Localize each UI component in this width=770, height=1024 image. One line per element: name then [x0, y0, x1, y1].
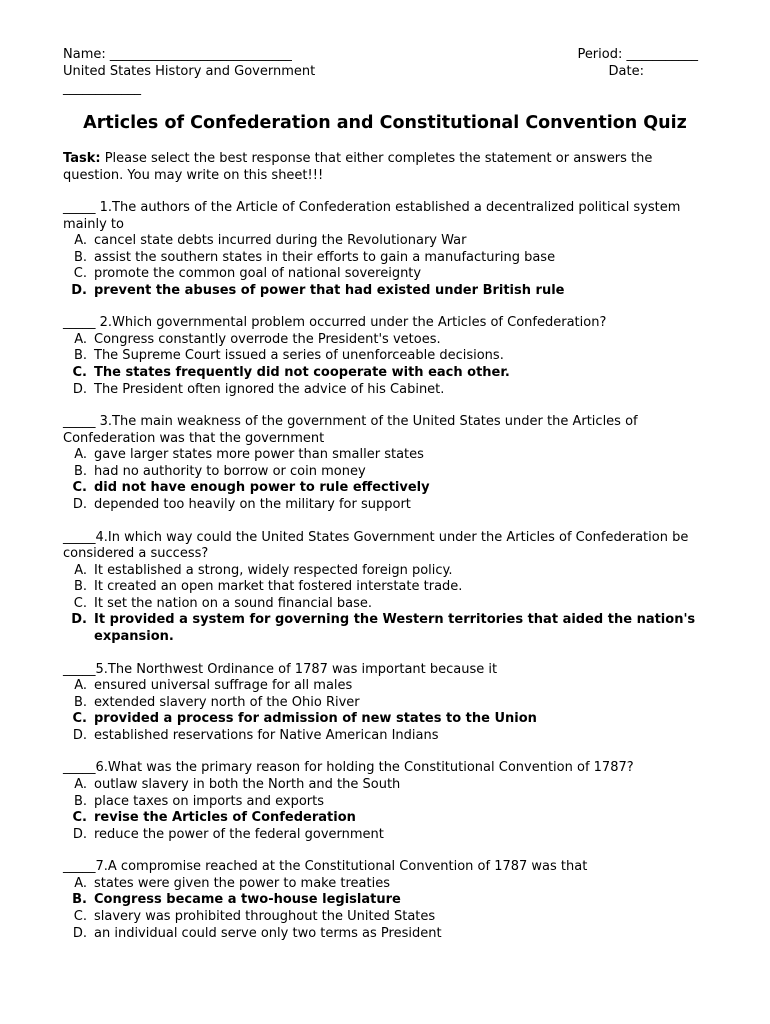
question-2 [63, 315, 703, 398]
option-letter: B. [73, 579, 87, 595]
task-instructions [63, 150, 703, 184]
answer-option-a [63, 876, 703, 893]
option-letter: B. [73, 694, 87, 710]
option-letter: D. [72, 727, 87, 743]
question-prompt: _____7.A compromise reached at the Constitutional Convention of 1787 was that [63, 859, 588, 875]
option-text: It created an open market that fostered interstate trade. [94, 579, 463, 595]
answer-option-a [63, 233, 703, 250]
question-prompt: _____ 2.Which governmental problem occurred under the Articles of Confederation? [63, 315, 607, 331]
option-text: ensured universal suffrage for all males [94, 678, 353, 694]
option-text: revise the Articles of Confederation [94, 810, 356, 826]
answer-options [63, 777, 703, 843]
answer-option-d [63, 728, 703, 745]
task-text: Please select the best response that either completes the statement or answers the question. You may write on this sheet!!! [63, 151, 653, 183]
answer-option-c [63, 596, 703, 613]
option-letter: C. [72, 711, 87, 727]
option-text: outlaw slavery in both the North and the South [94, 776, 401, 792]
date-blank: ____________ [63, 81, 141, 96]
option-text: It set the nation on a sound financial base. [94, 595, 373, 611]
option-text: established reservations for Native American Indians [94, 727, 439, 743]
question-4 [63, 530, 703, 646]
header-row-1 [63, 47, 698, 63]
option-letter: A. [74, 562, 87, 578]
answer-option-a [63, 563, 703, 580]
answer-option-d [63, 497, 703, 514]
answer-options [63, 332, 703, 398]
answer-option-c [63, 266, 703, 283]
answer-option-d [63, 382, 703, 399]
option-letter: C. [72, 480, 87, 496]
option-letter: A. [74, 447, 87, 463]
option-text: gave larger states more power than smaller states [94, 447, 424, 463]
option-letter: B. [73, 793, 87, 809]
option-letter: B. [72, 892, 87, 908]
option-letter: D. [72, 381, 87, 397]
option-text: states were given the power to make treaties [94, 875, 390, 891]
option-text: It established a strong, widely respected foreign policy. [94, 562, 453, 578]
answer-option-b [63, 892, 703, 909]
option-text: did not have enough power to rule effectively [94, 480, 430, 496]
question-prompt: _____5.The Northwest Ordinance of 1787 was important because it [63, 661, 498, 677]
option-letter: B. [73, 463, 87, 479]
answer-option-c [63, 365, 703, 382]
option-text: assist the southern states in their efforts to gain a manufacturing base [94, 249, 556, 265]
answer-option-d [63, 283, 703, 300]
question-7 [63, 859, 703, 942]
question-list [63, 200, 703, 958]
option-text: reduce the power of the federal government [94, 826, 384, 842]
name-field-label: Name: ____________________________ [63, 47, 292, 62]
answer-option-c [63, 810, 703, 827]
task-label: Task: [63, 151, 101, 166]
question-prompt: _____4.In which way could the United States Government under the Articles of Confederation be considered a success? [63, 529, 689, 562]
option-letter: D. [71, 282, 87, 298]
option-letter: C. [72, 810, 87, 826]
question-1 [63, 200, 703, 299]
answer-options [63, 678, 703, 744]
answer-option-a [63, 678, 703, 695]
option-text: cancel state debts incurred during the Revolutionary War [94, 233, 467, 248]
option-text: slavery was prohibited throughout the United States [94, 909, 436, 925]
question-6 [63, 760, 703, 843]
option-text: prevent the abuses of power that had existed under British rule [94, 282, 565, 298]
answer-options [63, 563, 703, 646]
option-letter: C. [73, 595, 87, 611]
option-letter: A. [74, 776, 87, 792]
option-text: Congress became a two-house legislature [94, 892, 401, 908]
option-letter: D. [72, 925, 87, 941]
option-text: provided a process for admission of new states to the Union [94, 711, 537, 727]
header-row-2 [63, 64, 698, 80]
answer-option-b [63, 794, 703, 811]
answer-options [63, 447, 703, 513]
answer-option-a [63, 447, 703, 464]
question-prompt: _____ 3.The main weakness of the government of the United States under the Articles of Confederation was that the government [63, 414, 638, 446]
answer-options [63, 233, 703, 299]
answer-option-d [63, 827, 703, 844]
page-title: Articles of Confederation and Constitutional Convention Quiz [83, 113, 687, 133]
question-5 [63, 662, 703, 745]
option-text: It provided a system for governing the Western territories that aided the nation's expansion. [94, 612, 696, 644]
option-text: place taxes on imports and exports [94, 793, 324, 809]
answer-option-c [63, 480, 703, 497]
answer-option-b [63, 695, 703, 712]
answer-option-b [63, 250, 703, 267]
answer-option-a [63, 332, 703, 349]
answer-options [63, 876, 703, 942]
answer-option-a [63, 777, 703, 794]
option-letter: A. [74, 875, 87, 891]
answer-option-b [63, 579, 703, 596]
option-letter: D. [71, 612, 87, 628]
option-text: had no authority to borrow or coin money [94, 463, 366, 479]
question-3 [63, 414, 703, 513]
option-letter: A. [74, 233, 87, 248]
option-text: promote the common goal of national sovereignty [94, 266, 422, 282]
answer-option-d [63, 612, 703, 645]
option-text: The states frequently did not cooperate with each other. [94, 365, 510, 381]
option-letter: C. [73, 266, 87, 282]
question-prompt: _____ 1.The authors of the Article of Confederation established a decentralized political system mainly to [63, 200, 681, 232]
option-text: depended too heavily on the military for support [94, 497, 411, 513]
period-field-label: Period: ___________ [577, 47, 698, 62]
option-letter: D. [72, 497, 87, 513]
course-name: United States History and Government [63, 64, 316, 79]
question-prompt: _____6.What was the primary reason for holding the Constitutional Convention of 1787? [63, 760, 634, 776]
option-letter: A. [74, 678, 87, 694]
date-field-label: Date: [608, 64, 644, 79]
option-text: an individual could serve only two terms as President [94, 925, 442, 941]
answer-option-c [63, 711, 703, 728]
option-text: The President often ignored the advice of his Cabinet. [94, 381, 445, 397]
option-letter: B. [73, 249, 87, 265]
option-letter: C. [72, 365, 87, 381]
option-letter: A. [74, 331, 87, 347]
option-text: extended slavery north of the Ohio River [94, 694, 360, 710]
answer-option-b [63, 464, 703, 481]
answer-option-b [63, 348, 703, 365]
option-letter: B. [73, 348, 87, 364]
answer-option-c [63, 909, 703, 926]
answer-option-d [63, 926, 703, 943]
option-letter: C. [73, 909, 87, 925]
option-text: Congress constantly overrode the President's vetoes. [94, 331, 441, 347]
option-letter: D. [72, 826, 87, 842]
option-text: The Supreme Court issued a series of unenforceable decisions. [94, 348, 504, 364]
